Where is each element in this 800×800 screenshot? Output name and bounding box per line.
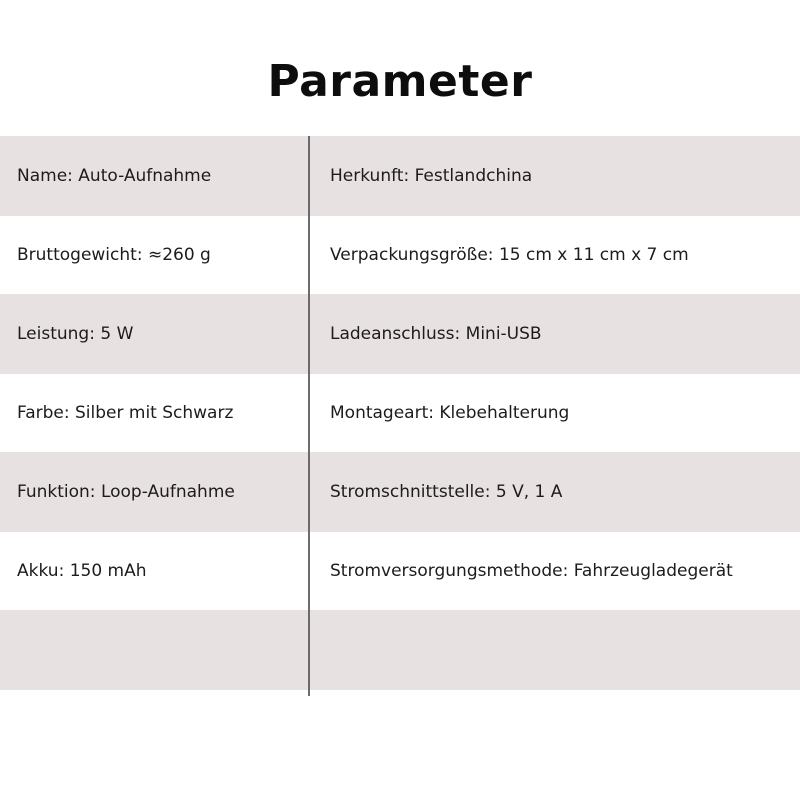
table-cell-right: Stromversorgungsmethode: Fahrzeugladegerät <box>330 561 733 581</box>
page-title: Parameter <box>267 56 533 107</box>
table-row <box>0 294 800 374</box>
parameter-table <box>0 136 800 690</box>
table-row <box>0 216 800 294</box>
table-cell-left: Name: Auto-Aufnahme <box>17 166 212 186</box>
table-row <box>0 452 800 532</box>
table-cell-right: Montageart: Klebehalterung <box>330 403 570 423</box>
column-divider <box>308 136 310 696</box>
table-row <box>0 136 800 216</box>
table-cell-left: Bruttogewicht: ≈260 g <box>17 245 211 265</box>
table-row-empty <box>0 610 800 690</box>
table-cell-left: Funktion: Loop-Aufnahme <box>17 482 235 502</box>
table-cell-right: Verpackungsgröße: 15 cm x 11 cm x 7 cm <box>330 245 689 265</box>
table-cell-right: Ladeanschluss: Mini-USB <box>330 324 542 344</box>
table-row <box>0 374 800 452</box>
table-cell-left: Leistung: 5 W <box>17 324 134 344</box>
table-cell-left <box>17 610 302 690</box>
table-cell-left: Farbe: Silber mit Schwarz <box>17 403 234 423</box>
table-row <box>0 532 800 610</box>
table-cell-right: Stromschnittstelle: 5 V, 1 A <box>330 482 563 502</box>
table-cell-left: Akku: 150 mAh <box>17 561 147 581</box>
table-cell-right <box>330 610 795 690</box>
table-cell-right: Herkunft: Festlandchina <box>330 166 533 186</box>
